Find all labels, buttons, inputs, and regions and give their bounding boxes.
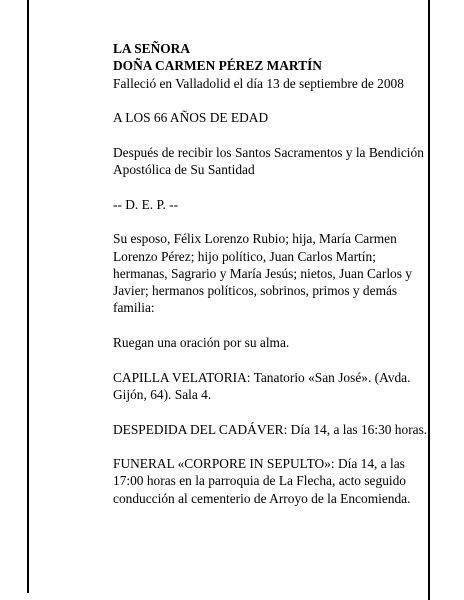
- obituary-notice: [113, 40, 428, 507]
- rip-line: -- D. E. P. --: [113, 196, 179, 212]
- deceased-name: DOÑA CARMEN PÉREZ MARTÍN: [113, 58, 322, 74]
- age-statement: A LOS 66 AÑOS DE EDAD: [113, 110, 269, 126]
- farewell-info: DESPEDIDA DEL CADÁVER: Día 14, a las 16:30 horas.: [113, 421, 428, 437]
- right-border-rule: [428, 0, 430, 600]
- heading-senora: LA SEÑORA: [113, 41, 191, 56]
- sacraments-statement: Después de recibir los Santos Sacramentos y la Bendición Apostólica de Su Santidad: [113, 144, 424, 178]
- left-border-rule: [27, 0, 29, 593]
- funeral-info: FUNERAL «CORPORE IN SEPULTO»: Día 14, a las 17:00 horas en la parroquia de La Flecha, acto seguido conducción al cementerio de Arroyo de la Encomienda.: [113, 456, 411, 506]
- family-list: Su esposo, Félix Lorenzo Rubio; hija, María Carmen Lorenzo Pérez; hijo político, Juan Carlos Martín; hermanas, Sagrario y María Jesús; nietos, Juan Carlos y Javier; hermanos políticos, sobrinos, primos y demás familia:: [113, 231, 412, 316]
- chapel-info: CAPILLA VELATORIA: Tanatorio «San José». (Avda. Gijón, 64). Sala 4.: [113, 369, 411, 402]
- prayer-request: Ruegan una oración por su alma.: [113, 335, 290, 351]
- death-statement: Falleció en Valladolid el día 13 de septiembre de 2008: [113, 75, 404, 91]
